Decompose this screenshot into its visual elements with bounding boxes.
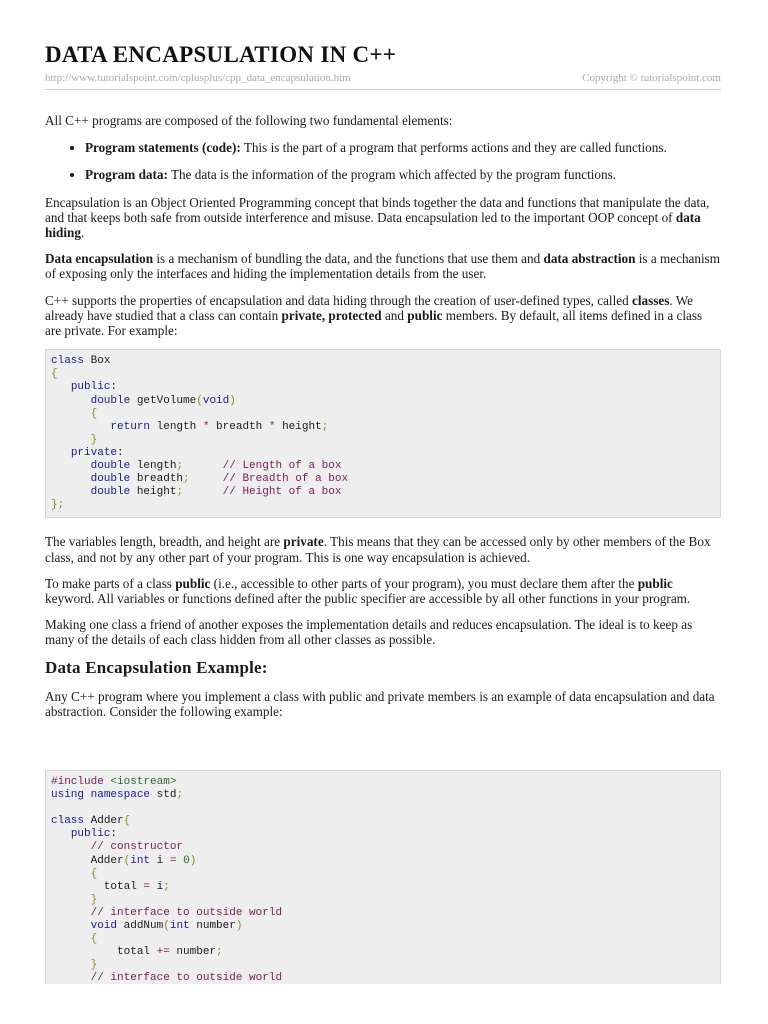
code-line: return length * breadth * height; <box>110 420 329 433</box>
friend-paragraph: Making one class a friend of another exposes the implementation details and reduces encapsulation. The ideal is to keep as many of the details of each class hidden from all other classes as possible. <box>45 617 693 648</box>
code-line: } <box>90 433 98 446</box>
code-block-adder-example <box>45 770 721 984</box>
code-line: // interface to outside world <box>90 972 283 984</box>
code-line: { <box>90 933 98 946</box>
code-line: // interface to outside world <box>90 906 283 919</box>
code-line: }; <box>51 499 65 512</box>
code-line: public: <box>70 828 118 841</box>
private-paragraph: The variables length, breadth, and height are private. This means that they can be accessed only by other members of the Box class, and not by any other part of your program. This is one way encapsulation is achieved. <box>45 534 711 565</box>
code-line: { <box>90 407 98 420</box>
list-item-term: Program statements (code): <box>85 140 241 156</box>
code-line: using namespace std; <box>51 789 184 802</box>
classes-paragraph: C++ supports the properties of encapsulation and data hiding through the creation of user-defined types, called classes. We already have studied that a class can contain private, protected and public members. By default, all items defined in a class are private. For example: <box>45 292 703 339</box>
code-line: double length; // Length of a box <box>90 459 342 472</box>
code-line: } <box>90 959 98 972</box>
code-line <box>51 802 715 815</box>
code-line: } <box>90 893 98 906</box>
example-paragraph: Any C++ program where you implement a class with public and private members is an example of data encapsulation and data abstraction. Consider the following example: <box>45 688 715 719</box>
code-line: class Adder{ <box>51 815 131 828</box>
list-item <box>85 167 721 182</box>
code-line: public: <box>70 381 118 394</box>
code-line: double getVolume(void) <box>90 394 236 407</box>
code-line: #include <iostream> <box>51 776 177 788</box>
elements-list <box>45 140 721 182</box>
list-item-text: The data is the information of the program which affected by the program functions. <box>167 167 617 183</box>
definition-paragraph: Data encapsulation is a mechanism of bundling the data, and the functions that use them and data abstraction is a mechanism of exposing only the interfaces and hiding the implementation details from the user. <box>45 251 721 282</box>
code-line: class Box <box>51 355 111 368</box>
code-line: double breadth; // Breadth of a box <box>90 473 349 486</box>
encapsulation-paragraph: Encapsulation is an Object Oriented Programming concept that binds together the data and functions that manipulate the data, and that keeps both safe from outside interference and misuse. Data encapsulation led to the important OOP concept of data hiding. <box>45 194 710 241</box>
code-line: { <box>51 368 58 381</box>
source-url: http://www.tutorialspoint.com/cplusplus/cpp_data_encapsulation.htm <box>45 72 351 84</box>
list-item-text: This is the part of a program that performs actions and they are called functions. <box>240 140 667 156</box>
code-line: private: <box>70 446 124 459</box>
intro-paragraph: All C++ programs are composed of the following two fundamental elements: <box>45 113 453 128</box>
article-body <box>45 113 721 730</box>
code-line: // constructor <box>90 841 184 854</box>
code-line: { <box>90 867 98 880</box>
list-item <box>85 140 721 155</box>
header-divider <box>45 89 721 90</box>
code-line: Adder(int i = 0) <box>51 854 197 867</box>
list-item-term: Program data: <box>85 167 168 183</box>
code-line: double height; // Height of a box <box>90 486 342 499</box>
code-line: total += number; <box>51 946 223 959</box>
code-line: total = i; <box>51 880 170 893</box>
public-paragraph: To make parts of a class public (i.e., accessible to other parts of your program), you must declare them after the public keyword. All variables or functions defined after the public specifier are accessible by all other functions in your program. <box>45 575 691 606</box>
page-title: DATA ENCAPSULATION IN C++ <box>45 42 397 67</box>
section-heading: Data Encapsulation Example: <box>45 657 268 677</box>
copyright-notice: Copyright © tutorialspoint.com <box>582 72 721 84</box>
code-line: void addNum(int number) <box>90 920 243 933</box>
code-block-box-class <box>45 349 721 518</box>
